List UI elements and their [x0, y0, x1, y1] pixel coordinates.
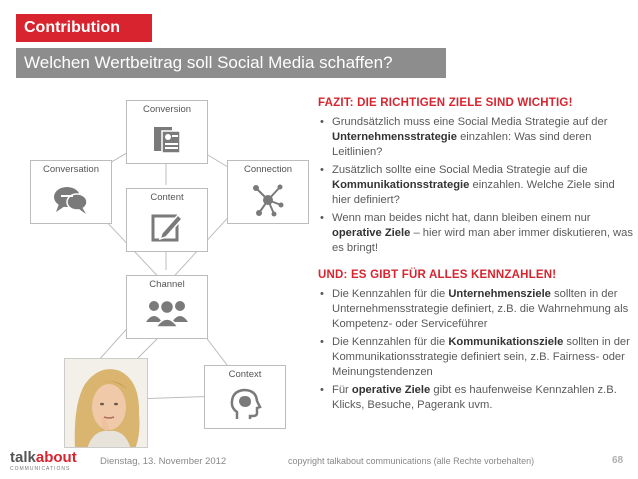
box-channel-label: Channel	[149, 279, 185, 290]
section1-list	[318, 115, 634, 256]
box-content	[126, 188, 208, 252]
footer-date: Dienstag, 13. November 2012	[100, 456, 227, 467]
network-icon	[228, 183, 308, 217]
logo-text-about: about	[35, 449, 77, 466]
section1-heading: FAZIT: DIE RICHTIGEN ZIELE SIND WICHTIG!	[318, 97, 573, 109]
list-item: • Zusätzlich sollte eine Social Media Strategie auf die Kommunikationsstrategie einzahlen. Welche Ziele sind hier definiert?	[318, 163, 634, 208]
document-icon	[127, 123, 207, 157]
list-item: • Die Kennzahlen für die Kommunikationsziele sollten in der Kommunikationsstrategie definiert sein, z.B. Fairness- oder Meinungstendenzen	[318, 335, 634, 380]
box-context-label: Context	[228, 369, 262, 380]
box-conversion	[126, 100, 208, 164]
list-item: • Für operative Ziele gibt es haufenweise Kennzahlen z.B. Klicks, Besuche, Pagerank uvm.	[318, 383, 634, 413]
right-column	[318, 96, 634, 416]
list-item: • Grundsätzlich muss eine Social Media Strategie auf der Unternehmensstrategie einzahlen: Was sind deren Leitlinien?	[318, 115, 634, 160]
section2-list	[318, 287, 634, 413]
speech-bubbles-icon	[31, 183, 111, 217]
box-channel	[126, 275, 208, 339]
footer-copyright: copyright talkabout communications (alle Rechte vorbehalten)	[288, 456, 535, 466]
box-conversation	[30, 160, 112, 224]
slide-subtitle: Welchen Wertbeitrag soll Social Media schaffen?	[16, 48, 446, 78]
box-connection-label: Connection	[243, 164, 293, 175]
section2-heading: UND: ES GIBT FÜR ALLES KENNZAHLEN!	[318, 269, 557, 281]
person-photo	[64, 358, 148, 448]
logo-subtext: COMMUNICATIONS	[10, 466, 71, 472]
box-content-label: Content	[150, 192, 184, 203]
page-number: 68	[612, 455, 624, 466]
talkabout-logo	[10, 450, 80, 476]
logo-text-talk: talk	[10, 449, 36, 466]
pencil-icon	[127, 211, 207, 245]
head-icon	[205, 388, 285, 422]
people-icon	[127, 298, 207, 332]
box-context	[204, 365, 286, 429]
list-item: • Die Kennzahlen für die Unternehmensziele sollten in der Unternehmensstrategie definiert, z.B. die Wahrnehmung als Kompetenz- oder Serviceführer	[318, 287, 634, 332]
list-item: • Wenn man beides nicht hat, dann bleiben einem nur operative Ziele – hier wird man aber immer diskutieren, was es bringt!	[318, 211, 634, 256]
box-connection	[227, 160, 309, 224]
box-conversion-label: Conversion	[142, 104, 192, 115]
slide-title: Contribution	[16, 14, 152, 42]
box-conversation-label: Conversation	[43, 164, 99, 175]
